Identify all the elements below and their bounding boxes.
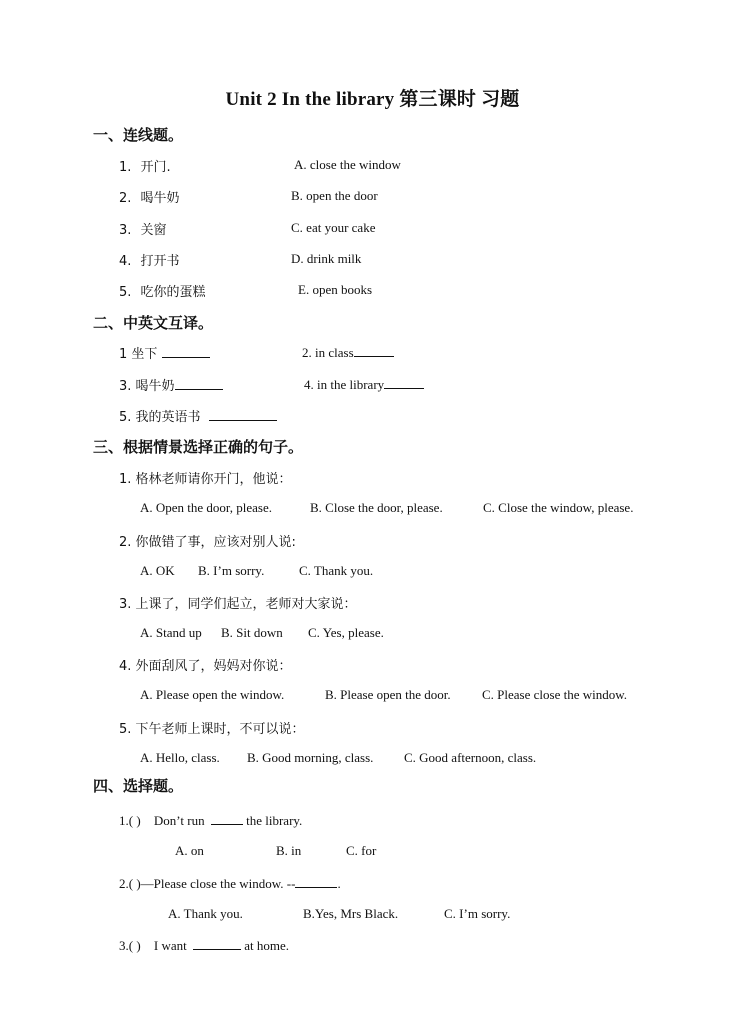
s4-q2-option-c: C. I’m sorry.: [444, 906, 511, 921]
s4-q2: [119, 875, 341, 892]
s1-row-3-left: [119, 219, 167, 238]
s4-q3: [119, 937, 289, 954]
s4-q2-option-b: B.Yes, Mrs Black.: [303, 906, 399, 921]
s1-row-5-right: E. open books: [298, 282, 373, 297]
s3-q3-option-a: A. Stand up: [140, 625, 202, 640]
s1-row-5-left: [119, 281, 206, 300]
answer-blank[interactable]: [209, 408, 277, 421]
s1-row-3-right: C. eat your cake: [291, 220, 376, 235]
s4-q1: [119, 812, 302, 829]
s2-item-3: [119, 375, 223, 394]
s1-row-2-right: B. open the door: [291, 188, 378, 203]
s4-q1-option-a: A. on: [175, 843, 204, 858]
s3-q2-option-c: C. Thank you.: [299, 563, 374, 578]
answer-blank[interactable]: [193, 937, 241, 950]
s3-q3-option-c: C. Yes, please.: [308, 625, 384, 640]
s4-q2-text-pre: —Please close the window. --: [140, 876, 296, 891]
s2-item-3-text: 3. 喝牛奶: [119, 379, 175, 394]
s4-q3-text-pre: I want: [153, 938, 187, 953]
s1-row-5-num: 5.: [119, 285, 132, 300]
s3-q2-option-a: A. OK: [140, 563, 175, 578]
s2-item-5: [119, 406, 277, 425]
section-3-heading: 三、根据情景选择正确的句子。: [93, 438, 304, 456]
answer-blank[interactable]: [175, 377, 223, 390]
s1-row-5-cn: 吃你的蛋糕: [140, 285, 206, 300]
s2-item-2-text: 2. in class: [302, 345, 354, 360]
s3-q5-option-a: A. Hello, class.: [140, 750, 220, 765]
s2-item-1: [119, 343, 210, 362]
s4-q3-text-post: at home.: [244, 938, 290, 953]
s3-q1-text: 1. 格林老师请你开门，他说：: [119, 472, 292, 487]
s3-q4-text: 4. 外面刮风了，妈妈对你说：: [119, 659, 292, 674]
s1-row-4-right: D. drink milk: [291, 251, 362, 266]
s3-q1-option-c: C. Close the window, please.: [483, 500, 634, 515]
answer-blank[interactable]: [295, 875, 337, 888]
s2-item-2: [302, 344, 394, 361]
s3-q2-text: 2. 你做错了事，应该对别人说:: [119, 535, 296, 550]
s1-row-2-num: 2.: [119, 191, 132, 206]
s2-item-1-text: 1 坐下: [119, 347, 158, 362]
s4-q1-text-post: the library.: [246, 813, 303, 828]
s3-q1-option-a: A. Open the door, please.: [140, 500, 272, 515]
answer-blank[interactable]: [162, 345, 210, 358]
s3-q4-option-a: A. Please open the window.: [140, 687, 285, 702]
section-1-heading: 一、连线题。: [93, 126, 184, 144]
s3-q4-option-b: B. Please open the door.: [325, 687, 451, 702]
s1-row-1-right: A. close the window: [294, 157, 401, 172]
s1-row-3-cn: 关窗: [140, 223, 167, 238]
s3-q4-option-c: C. Please close the window.: [482, 687, 628, 702]
s2-item-5-text: 5. 我的英语书: [119, 410, 201, 425]
s1-row-1-cn: 开门.: [140, 160, 171, 175]
s1-row-2-left: [119, 187, 180, 206]
s4-q1-answer-paren[interactable]: 1.( ): [119, 813, 141, 828]
s1-row-1-num: 1.: [119, 160, 132, 175]
section-2-heading: 二、中英文互译。: [93, 314, 214, 332]
s4-q2-option-a: A. Thank you.: [168, 906, 243, 921]
s3-q3-text: 3. 上课了，同学们起立，老师对大家说：: [119, 597, 357, 612]
s4-q3-answer-paren[interactable]: 3.( ): [119, 938, 141, 953]
s2-item-4: [304, 376, 424, 393]
s3-q5-option-b: B. Good morning, class.: [247, 750, 374, 765]
s4-q1-option-c: C. for: [346, 843, 377, 858]
s4-q1-option-b: B. in: [276, 843, 302, 858]
s2-item-4-text: 4. in the library: [304, 377, 385, 392]
s1-row-4-left: [119, 250, 180, 269]
s4-q2-text-post: .: [337, 876, 341, 891]
s1-row-4-cn: 打开书: [140, 254, 180, 269]
s3-q3-option-b: B. Sit down: [221, 625, 283, 640]
answer-blank[interactable]: [211, 812, 243, 825]
s4-q1-text-pre: Don’t run: [153, 813, 205, 828]
s1-row-1-left: [119, 156, 171, 175]
s3-q5-option-c: C. Good afternoon, class.: [404, 750, 537, 765]
s3-q2-option-b: B. I’m sorry.: [198, 563, 265, 578]
answer-blank[interactable]: [354, 344, 394, 357]
s3-q5-text: 5. 下午老师上课时，不可以说：: [119, 722, 305, 737]
section-4-heading: 四、选择题。: [93, 777, 184, 795]
s1-row-2-cn: 喝牛奶: [140, 191, 180, 206]
s4-q2-answer-paren[interactable]: 2.( ): [119, 876, 141, 891]
s1-row-3-num: 3.: [119, 223, 132, 238]
answer-blank[interactable]: [384, 376, 424, 389]
s3-q1-option-b: B. Close the door, please.: [310, 500, 443, 515]
page-title: Unit 2 In the library 第三课时 习题: [225, 89, 520, 110]
s1-row-4-num: 4.: [119, 254, 132, 269]
